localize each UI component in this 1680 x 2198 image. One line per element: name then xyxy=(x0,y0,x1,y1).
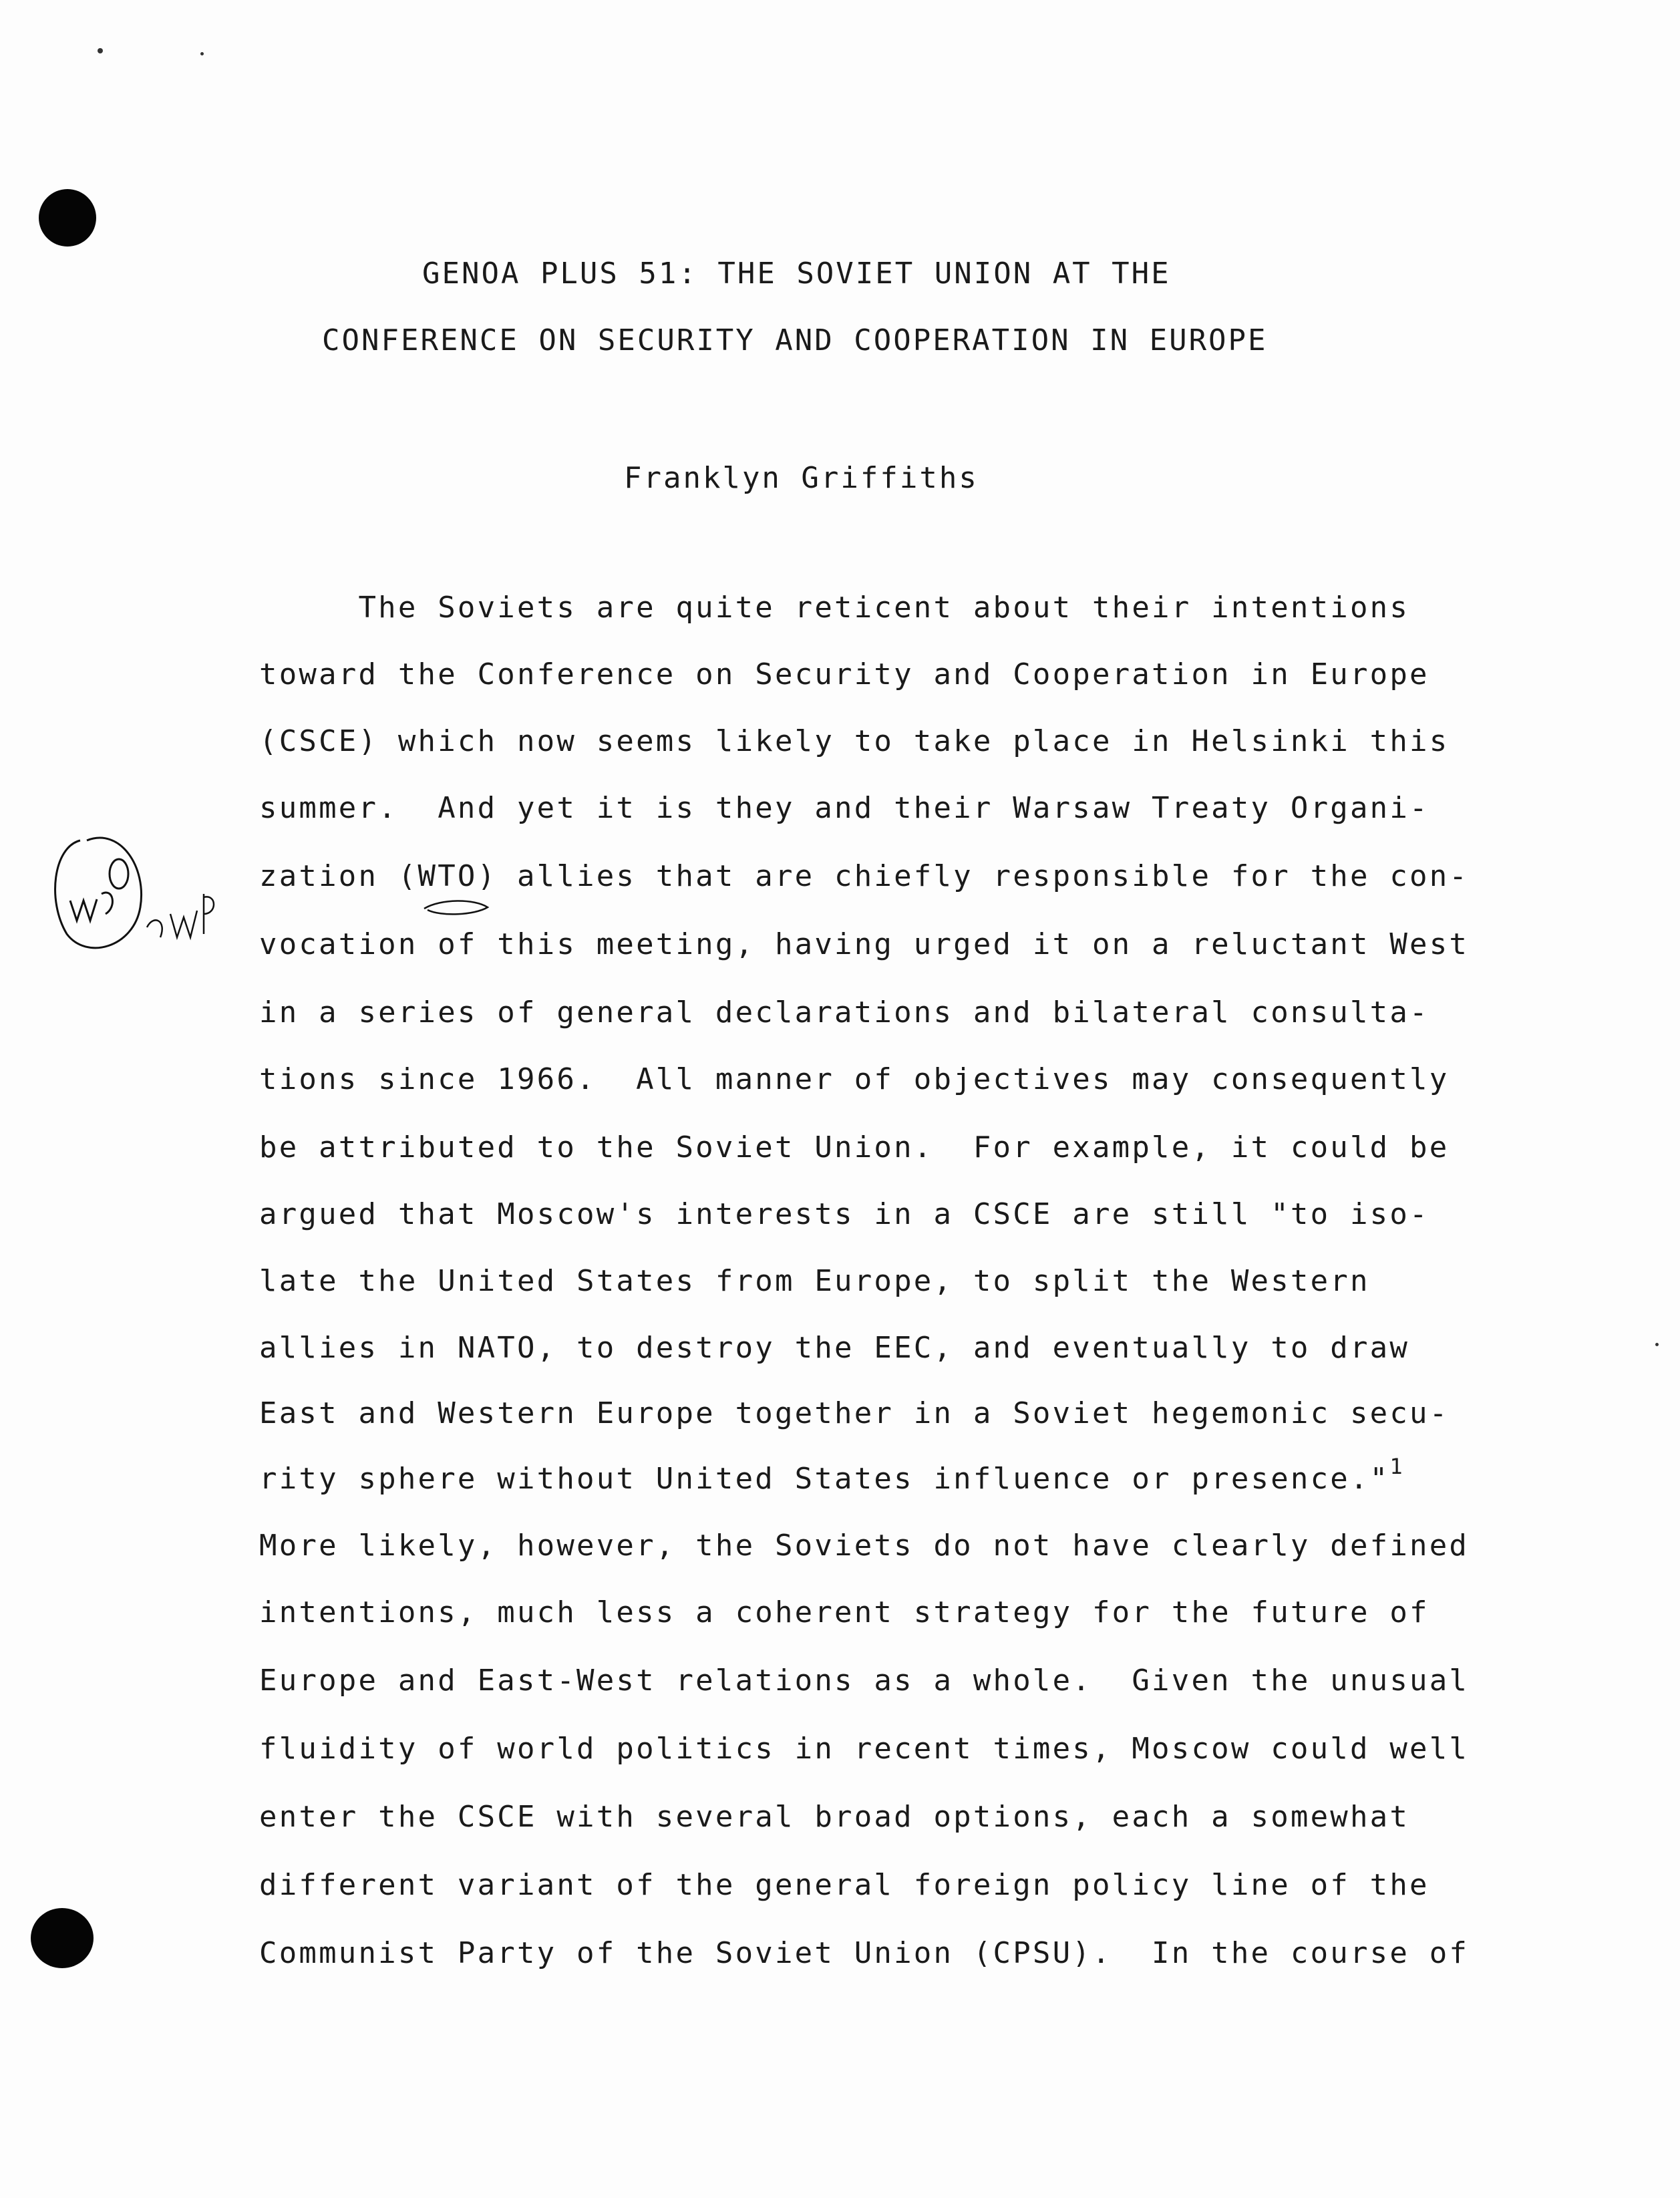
body-line: in a series of general declarations and bilateral consulta- xyxy=(259,995,1430,1030)
body-line: zation (WTO) allies that are chiefly responsible for the con- xyxy=(259,859,1470,893)
scan-speck xyxy=(200,52,204,55)
body-line: be attributed to the Soviet Union. For example, it could be xyxy=(259,1130,1450,1164)
body-line: tions since 1966. All manner of objectives may consequently xyxy=(259,1062,1450,1096)
body-line: toward the Conference on Security and Cooperation in Europe xyxy=(259,657,1430,691)
body-line: (CSCE) which now seems likely to take place in Helsinki this xyxy=(259,724,1450,758)
handwritten-underline-mark xyxy=(421,895,494,922)
title-line-2: CONFERENCE ON SECURITY AND COOPERATION IN EUROPE xyxy=(322,323,1268,357)
handwritten-margin-note xyxy=(40,820,220,987)
title-line-1: GENOA PLUS 51: THE SOVIET UNION AT THE xyxy=(422,257,1171,291)
body-line: different variant of the general foreign policy line of the xyxy=(259,1868,1430,1902)
body-line-with-footnote xyxy=(259,1454,1405,1496)
scan-speck xyxy=(98,48,103,53)
body-line: East and Western Europe together in a Soviet hegemonic secu- xyxy=(259,1396,1450,1430)
body-line: vocation of this meeting, having urged it on a reluctant West xyxy=(259,927,1470,961)
footnote-marker: 1 xyxy=(1389,1454,1405,1479)
body-line: intentions, much less a coherent strategy for the future of xyxy=(259,1595,1430,1629)
body-line: argued that Moscow's interests in a CSCE are still "to iso- xyxy=(259,1197,1430,1231)
body-line: More likely, however, the Soviets do not have clearly defined xyxy=(259,1529,1470,1563)
body-line: summer. And yet it is they and their Warsaw Treaty Organi- xyxy=(259,791,1430,825)
body-line: enter the CSCE with several broad options, each a somewhat xyxy=(259,1800,1410,1834)
body-line: Europe and East-West relations as a whole. Given the unusual xyxy=(259,1664,1470,1698)
punch-hole-bottom xyxy=(31,1908,94,1968)
body-line: Communist Party of the Soviet Union (CPSU). In the course of xyxy=(259,1936,1470,1970)
body-line: fluidity of world politics in recent times, Moscow could well xyxy=(259,1732,1470,1766)
punch-hole-top xyxy=(39,189,96,247)
scan-speck xyxy=(1655,1343,1659,1346)
body-line: allies in NATO, to destroy the EEC, and eventually to draw xyxy=(259,1331,1410,1365)
body-line: The Soviets are quite reticent about their intentions xyxy=(259,591,1410,625)
author-name: Franklyn Griffiths xyxy=(624,461,979,495)
body-line-text: rity sphere without United States influence or presence." xyxy=(259,1462,1390,1496)
body-line: late the United States from Europe, to split the Western xyxy=(259,1264,1370,1298)
